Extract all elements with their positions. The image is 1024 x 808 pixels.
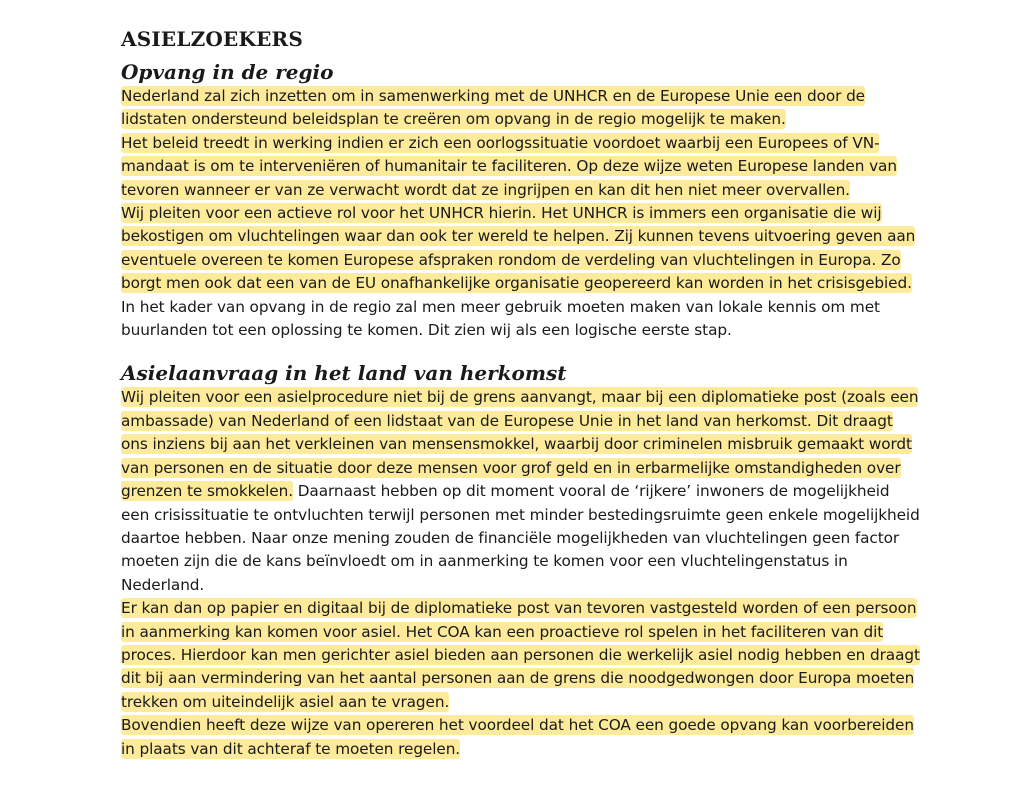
- paragraph: [121, 386, 921, 597]
- paragraph: [121, 85, 921, 132]
- highlighted-text: Bovendien heeft deze wijze van opereren het voordeel dat het COA een goede opvang kan voorbereiden in plaats van dit achteraf te moeten regelen.: [121, 716, 914, 758]
- highlighted-text: Nederland zal zich inzetten om in samenwerking met de UNHCR en de Europese Unie een door de lidstaten ondersteund beleidsplan te creëren om opvang in de regio mogelijk te maken.: [121, 87, 865, 129]
- document-title: ASIELZOEKERS: [121, 27, 303, 51]
- section-heading-asielaanvraag: Asielaanvraag in het land van herkomst: [121, 361, 567, 386]
- section-heading-opvang: Opvang in de regio: [121, 60, 334, 84]
- paragraph: [121, 132, 921, 202]
- highlighted-text: Het beleid treedt in werking indien er zich een oorlogssituatie voordoet waarbij een Europees of VN-mandaat is om te interveniëren of humanitair te faciliteren. Op deze wijze weten Europese landen van tevoren wanneer er van ze verwacht wordt dat ze ingrijpen en kan dit hen niet meer overvallen.: [121, 133, 897, 199]
- plain-text: Daarnaast hebben op dit moment vooral de ‘rijkere’ inwoners de mogelijkheid een crisissituatie te ontvluchten terwijl personen met minder bestedingsruimte geen enkele mogelijkheid daartoe hebben. Naar onze mening zouden de financiële mogelijkheden van vluchtelingen geen factor moeten zijn die de kans beïnvloedt om in aanmerking te komen voor een vluchtelingenstatus in Nederland.: [121, 482, 920, 594]
- paragraph: [121, 202, 921, 296]
- highlighted-text: Er kan dan op papier en digitaal bij de diplomatieke post van tevoren vastgesteld worden of een persoon in aanmerking kan komen voor asiel. Het COA kan een proactieve rol spelen in het faciliteren van dit proces. Hierdoor kan men gerichter asiel bieden aan personen die werkelijk asiel nodig hebben en draagt dit bij aan vermindering van het aantal personen aan de grens die noodgedwongen door Europa moeten trekken om uiteindelijk asiel aan te vragen.: [121, 599, 920, 711]
- paragraph: [121, 296, 921, 343]
- document-body: [121, 25, 921, 761]
- paragraph: [121, 714, 921, 761]
- highlighted-text: Wij pleiten voor een actieve rol voor het UNHCR hierin. Het UNHCR is immers een organisatie die wij bekostigen om vluchtelingen waar dan ook ter wereld te helpen. Zij kunnen tevens uitvoering geven aan eventuele overeen te komen Europese afspraken rondom de verdeling van vluchtelingen in Europa. Zo borgt men ook dat een van de EU onafhankelijke organisatie geopereerd kan worden in het crisisgebied.: [121, 204, 916, 293]
- paragraph: [121, 597, 921, 714]
- plain-text: In het kader van opvang in de regio zal men meer gebruik moeten maken van lokale kennis om met buurlanden tot een oplossing te komen. Dit zien wij als een logische eerste stap.: [121, 297, 880, 340]
- section-spacer: [121, 342, 921, 360]
- highlighted-text: Wij pleiten voor een asielprocedure niet bij de grens aanvangt, maar bij een diplomatieke post (zoals een ambassade) van Nederland of een lidstaat van de Europese Unie in het land van herkomst. Dit draagt ons inziens bij aan het verkleinen van mensensmokkel, waarbij door criminelen misbruik gemaakt wordt van personen en de situatie door deze mensen voor grof geld en in erbarmelijke omstandigheden over grenzen te smokkelen.: [121, 388, 919, 501]
